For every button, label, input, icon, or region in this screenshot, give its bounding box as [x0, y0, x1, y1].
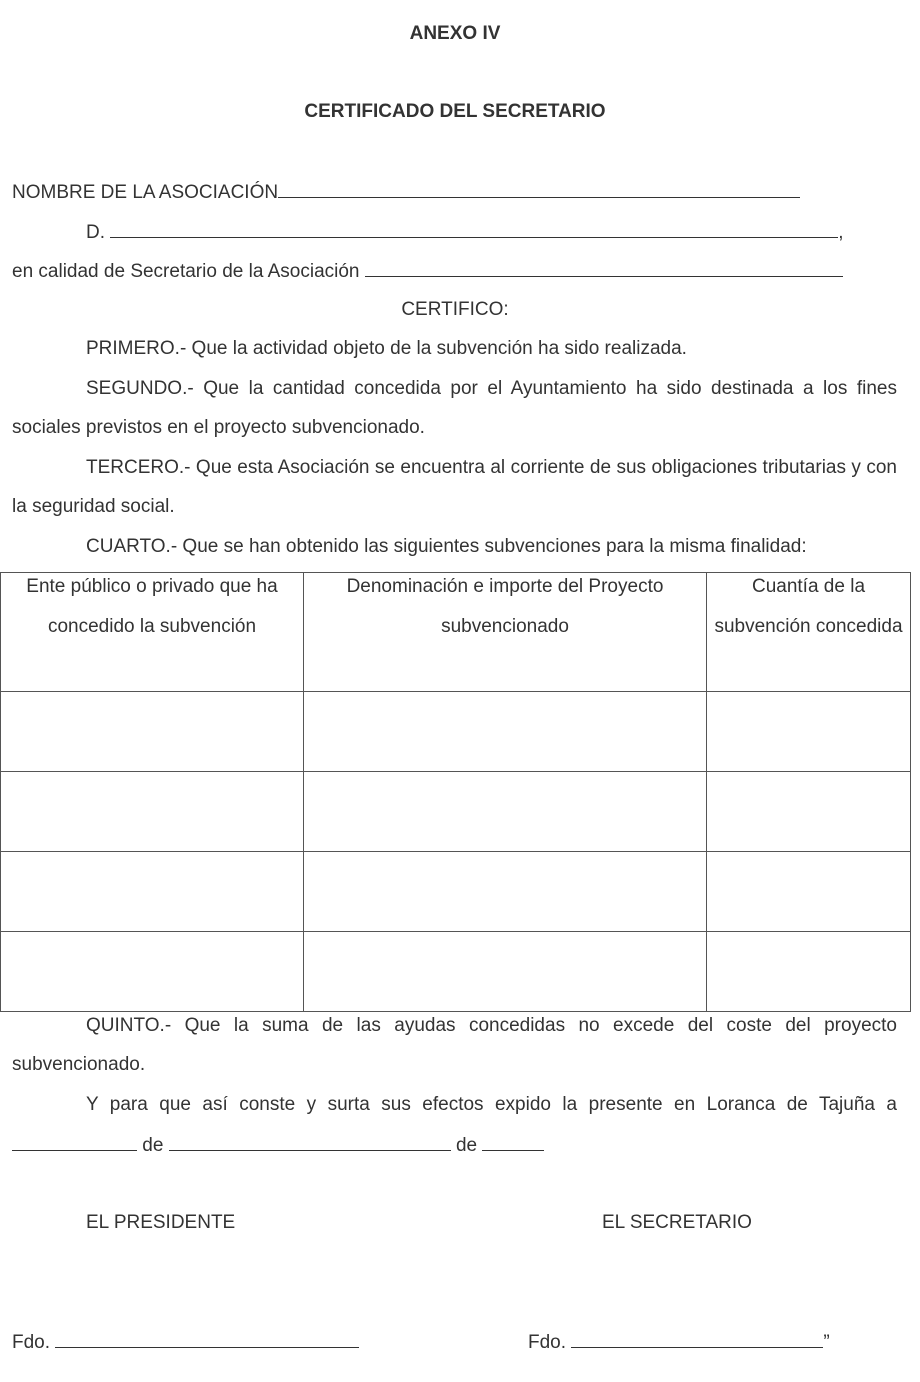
fdo-left-label: Fdo.	[12, 1332, 51, 1353]
annex-title: ANEXO IV	[409, 23, 501, 44]
table-cell-entity[interactable]	[1, 852, 304, 932]
document-title: CERTIFICADO DEL SECRETARIO	[304, 101, 606, 122]
table-cell-amount[interactable]	[707, 932, 911, 1012]
closing-quote: ”	[823, 1332, 830, 1353]
quinto-line-1: QUINTO.- Que la suma de las ayudas concedidas no excede del coste del proyecto	[86, 1015, 897, 1036]
date-row	[12, 1132, 897, 1158]
date-day-field[interactable]	[12, 1132, 137, 1151]
table-row	[1, 692, 911, 772]
president-signature-field[interactable]	[55, 1329, 359, 1348]
tercero-line-1: TERCERO.- Que esta Asociación se encuentra al corriente de sus obligaciones tributarias y con	[86, 457, 897, 478]
table-cell-amount[interactable]	[707, 772, 911, 852]
primero-paragraph: PRIMERO.- Que la actividad objeto de la subvención ha sido realizada.	[86, 338, 687, 359]
association-name-field[interactable]	[278, 179, 800, 198]
table-row	[1, 852, 911, 932]
president-signature-row	[12, 1329, 412, 1355]
date-year-field[interactable]	[482, 1132, 544, 1151]
date-de-1: de	[142, 1135, 164, 1156]
table-cell-entity[interactable]	[1, 692, 304, 772]
table-row	[1, 932, 911, 1012]
date-de-2: de	[455, 1135, 478, 1156]
certify-heading: CERTIFICO:	[401, 299, 509, 320]
header-project: Denominación e importe del Proyecto subvencionado	[304, 573, 707, 692]
d-trailing-comma: ,	[838, 222, 844, 243]
table-cell-project[interactable]	[304, 772, 707, 852]
fdo-right-label: Fdo.	[528, 1332, 567, 1353]
d-row	[86, 219, 897, 245]
closing-line-1: Y para que así conste y surta sus efectos expido la presente en Loranca de Tajuña a	[86, 1094, 897, 1115]
d-label: D.	[86, 222, 105, 243]
date-month-field[interactable]	[169, 1132, 451, 1151]
subsidies-table	[0, 572, 911, 1012]
segundo-line-2: sociales previstos en el proyecto subvencionado.	[12, 417, 425, 438]
table-header-row	[1, 573, 911, 692]
secretary-row	[12, 258, 897, 284]
association-name-row	[12, 179, 897, 205]
secretary-signature-field[interactable]	[571, 1329, 823, 1348]
secretary-signature-row	[528, 1329, 908, 1355]
table-cell-project[interactable]	[304, 852, 707, 932]
quinto-line-2: subvencionado.	[12, 1054, 146, 1075]
table-cell-amount[interactable]	[707, 692, 911, 772]
table-cell-amount[interactable]	[707, 852, 911, 932]
secretary-sign-label: EL SECRETARIO	[602, 1212, 752, 1233]
tercero-line-2: la seguridad social.	[12, 496, 175, 517]
secretary-label: en calidad de Secretario de la Asociación	[12, 261, 360, 282]
cuarto-paragraph: CUARTO.- Que se han obtenido las siguientes subvenciones para la misma finalidad:	[86, 536, 807, 557]
association-label: NOMBRE DE LA ASOCIACIÓN	[12, 182, 279, 203]
table-cell-entity[interactable]	[1, 772, 304, 852]
table-cell-entity[interactable]	[1, 932, 304, 1012]
d-name-field[interactable]	[110, 219, 838, 238]
table-cell-project[interactable]	[304, 692, 707, 772]
table-cell-project[interactable]	[304, 932, 707, 1012]
header-amount: Cuantía de la subvención concedida	[707, 573, 911, 692]
table-row	[1, 772, 911, 852]
president-label: EL PRESIDENTE	[86, 1212, 236, 1233]
header-entity: Ente público o privado que ha concedido la subvención	[1, 573, 304, 692]
secretary-association-field[interactable]	[365, 258, 843, 277]
segundo-line-1: SEGUNDO.- Que la cantidad concedida por el Ayuntamiento ha sido destinada a los fines	[86, 378, 897, 399]
